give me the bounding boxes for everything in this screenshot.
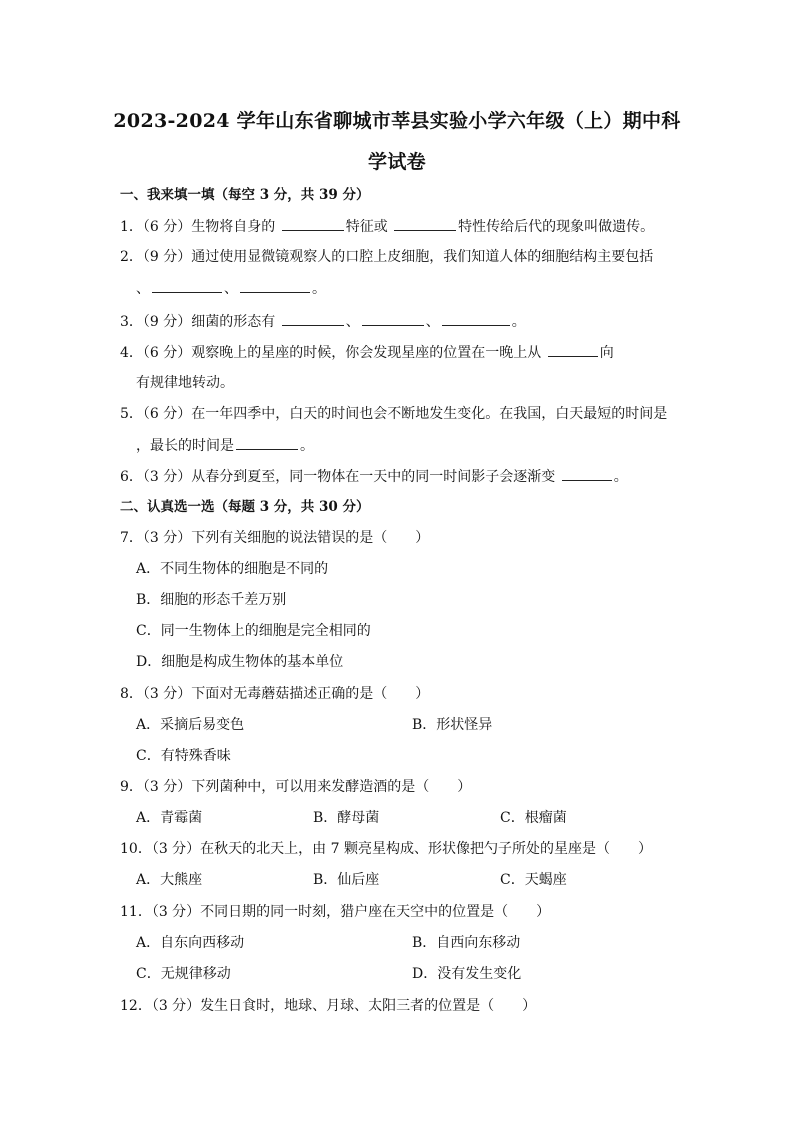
question-8-option-c[interactable]: C．有特殊香味 xyxy=(136,748,231,764)
question-10-option-b[interactable]: B．仙后座 xyxy=(313,872,380,888)
answer-blank[interactable] xyxy=(282,311,344,326)
question-8-option-b[interactable]: B．形状怪异 xyxy=(412,717,493,733)
question-7-option-c[interactable]: C．同一生物体上的细胞是完全相同的 xyxy=(136,623,371,639)
question-7-option-d[interactable]: D．细胞是构成生物体的基本单位 xyxy=(136,654,344,670)
question-3-prefix: 3．（9 分）细菌的形态有 xyxy=(120,314,276,330)
question-2-line2 xyxy=(136,278,326,299)
answer-blank[interactable] xyxy=(152,278,222,293)
period: 。 xyxy=(300,438,314,454)
question-5-mid: ，最长的时间是 xyxy=(136,438,234,454)
question-8-option-a[interactable]: A．采摘后易变色 xyxy=(136,717,245,733)
exam-title-line1: 2023-2024 学年山东省聊城市莘县实验小学六年级（上）期中科 xyxy=(113,110,681,132)
separator: 、 xyxy=(224,281,238,297)
question-8-stem: 8．（3 分）下面对无毒蘑菇描述正确的是（ ） xyxy=(120,686,430,702)
answer-blank[interactable] xyxy=(240,278,310,293)
question-7-option-a[interactable]: A．不同生物体的细胞是不同的 xyxy=(136,561,329,577)
question-1-mid: 特征或 xyxy=(345,219,388,235)
question-11-option-d[interactable]: D．没有发生变化 xyxy=(412,966,522,982)
separator: 、 xyxy=(425,314,440,330)
question-11-option-c[interactable]: C．无规律移动 xyxy=(136,966,231,982)
answer-blank[interactable] xyxy=(442,311,510,326)
question-4-text: 4．（6 分）观察晚上的星座的时候，你会发现星座的位置在一晚上从 xyxy=(120,345,542,361)
question-1 xyxy=(120,216,654,237)
question-4-line1 xyxy=(120,342,614,363)
question-9-option-c[interactable]: C．根瘤菌 xyxy=(500,810,567,826)
period: 。 xyxy=(613,469,628,485)
question-9-option-b[interactable]: B．酵母菌 xyxy=(313,810,380,826)
answer-blank[interactable] xyxy=(282,216,344,231)
question-5-line2 xyxy=(136,435,314,456)
answer-blank[interactable] xyxy=(562,466,612,481)
question-1-prefix: 1．（6 分）生物将自身的 xyxy=(120,219,276,235)
answer-blank[interactable] xyxy=(548,342,598,357)
question-1-suffix: 特性传给后代的现象叫做遗传。 xyxy=(458,219,655,235)
question-5-line1: 5．（6 分）在一年四季中，白天的时间也会不断地发生变化。在我国，白天最短的时间是 xyxy=(120,406,668,422)
question-11-option-b[interactable]: B．自西向东移动 xyxy=(412,935,521,951)
question-6 xyxy=(120,466,628,487)
exam-title-line2: 学试卷 xyxy=(368,151,426,173)
question-10-option-a[interactable]: A．大熊座 xyxy=(136,872,203,888)
question-7-stem: 7．（3 分）下列有关细胞的说法错误的是（ ） xyxy=(120,530,430,546)
question-10-stem: 10．（3 分）在秋天的北天上，由 7 颗亮星构成、形状像把勺子所处的星座是（ ） xyxy=(120,841,652,857)
section-heading-choice: 二、认真选一选（每题 3 分，共 30 分） xyxy=(120,499,370,515)
question-4-end: 向 xyxy=(599,345,614,361)
question-9-stem: 9．（3 分）下列菌种中，可以用来发酵造酒的是（ ） xyxy=(120,779,472,795)
question-7-option-b[interactable]: B．细胞的形态千差万别 xyxy=(136,592,287,608)
answer-blank[interactable] xyxy=(236,435,298,450)
answer-blank[interactable] xyxy=(362,311,424,326)
question-3 xyxy=(120,311,526,332)
separator: 、 xyxy=(136,281,150,297)
question-11-stem: 11．（3 分）不同日期的同一时刻，猎户座在天空中的位置是（ ） xyxy=(120,904,551,920)
period: 。 xyxy=(312,281,326,297)
question-11-option-a[interactable]: A．自东向西移动 xyxy=(136,935,245,951)
question-4-line2: 有规律地转动。 xyxy=(136,375,234,391)
period: 。 xyxy=(511,314,526,330)
question-6-prefix: 6．（3 分）从春分到夏至，同一物体在一天中的同一时间影子会逐渐变 xyxy=(120,469,556,485)
answer-blank[interactable] xyxy=(394,216,456,231)
section-heading-fill: 一、我来填一填（每空 3 分，共 39 分） xyxy=(120,187,370,203)
question-9-option-a[interactable]: A．青霉菌 xyxy=(136,810,203,826)
separator: 、 xyxy=(345,314,360,330)
question-12-stem: 12．（3 分）发生日食时，地球、月球、太阳三者的位置是（ ） xyxy=(120,998,537,1014)
question-10-option-c[interactable]: C．天蝎座 xyxy=(500,872,567,888)
question-2-line1: 2．（9 分）通过使用显微镜观察人的口腔上皮细胞，我们知道人体的细胞结构主要包括 xyxy=(120,249,654,265)
